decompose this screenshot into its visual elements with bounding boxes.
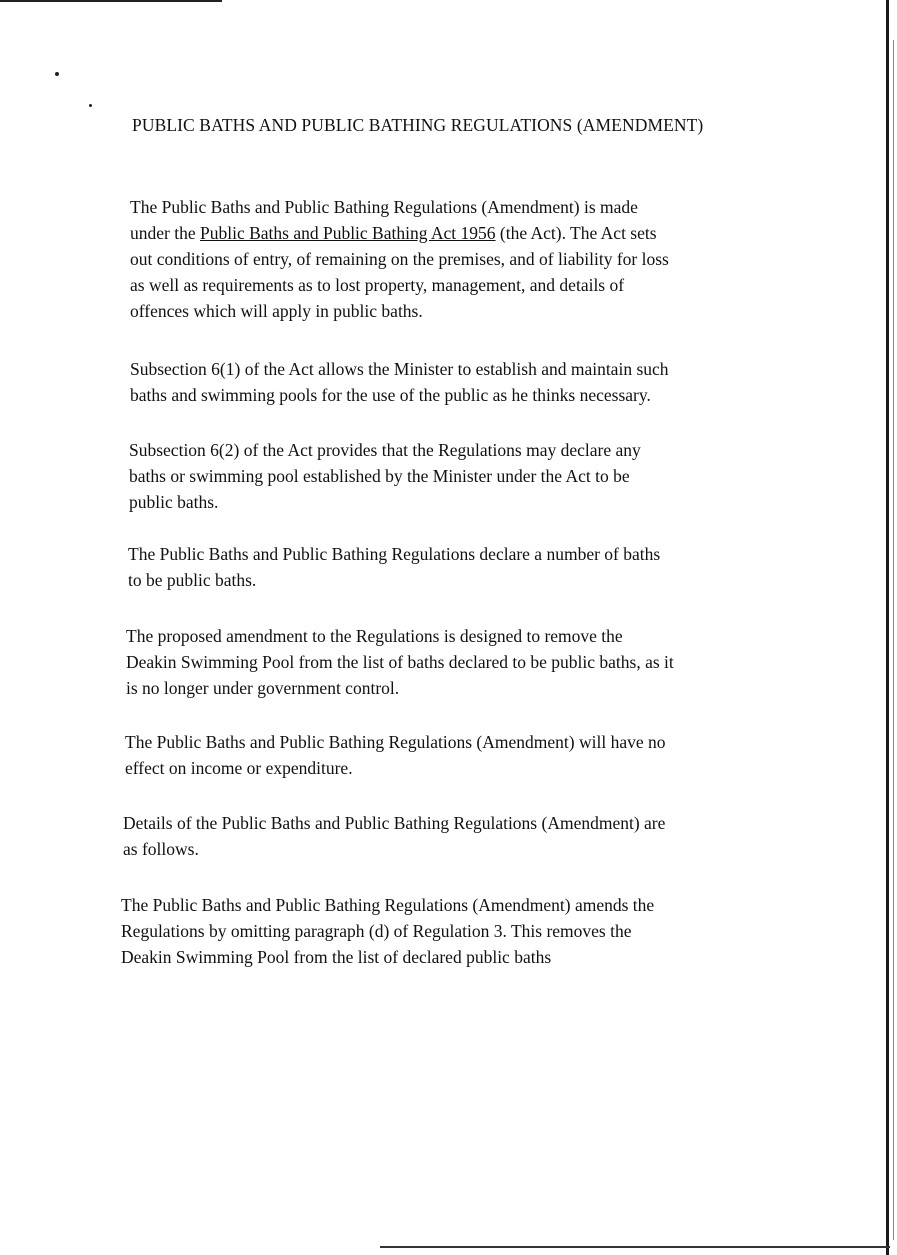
text-line: baths or swimming pool established by the Minister under the Act to be: [129, 466, 630, 486]
scan-edge-top: [0, 0, 222, 2]
paragraph-amendment-effect: [121, 892, 654, 970]
text-line: Subsection 6(1) of the Act allows the Minister to establish and maintain such: [130, 359, 669, 379]
document-title: PUBLIC BATHS AND PUBLIC BATHING REGULATIONS (AMENDMENT): [132, 115, 704, 135]
text-line: to be public baths.: [128, 570, 257, 590]
text-line: The Public Baths and Public Bathing Regulations (Amendment) is made: [130, 197, 638, 217]
text-line: The Public Baths and Public Bathing Regulations (Amendment) amends the: [121, 895, 655, 915]
text-line: as well as requirements as to lost property, management, and details of: [130, 275, 625, 295]
text-line: Subsection 6(2) of the Act provides that the Regulations may declare any: [129, 440, 641, 460]
text-line: as follows.: [123, 839, 199, 859]
text-line: Deakin Swimming Pool from the list of declared public baths: [121, 947, 552, 967]
text-line: [130, 220, 669, 246]
text-line: The Public Baths and Public Bathing Regulations declare a number of baths: [128, 544, 661, 564]
paragraph-subsection-6-1: [130, 356, 669, 408]
paragraph-proposed-amendment: [126, 623, 674, 701]
scan-edge-right: [886, 0, 889, 1255]
text-line: Regulations by omitting paragraph (d) of Regulation 3. This removes the: [121, 921, 632, 941]
scan-speck: [55, 72, 59, 76]
text-line: public baths.: [129, 492, 219, 512]
scan-speck: [89, 104, 92, 107]
text-line: effect on income or expenditure.: [125, 758, 353, 778]
text-segment: under the: [130, 223, 200, 243]
text-line: out conditions of entry, of remaining on the premises, and of liability for loss: [130, 249, 669, 269]
paragraph-subsection-6-2: [129, 437, 641, 515]
paragraph-financial-effect: [125, 729, 665, 781]
text-line: The Public Baths and Public Bathing Regulations (Amendment) will have no: [125, 732, 666, 752]
text-line: baths and swimming pools for the use of the public as he thinks necessary.: [130, 385, 651, 405]
text-segment: (the Act). The Act sets: [495, 223, 657, 243]
text-line: The proposed amendment to the Regulations is designed to remove the: [126, 626, 623, 646]
text-line: Details of the Public Baths and Public Bathing Regulations (Amendment) are: [123, 813, 666, 833]
paragraph-intro: [130, 194, 669, 324]
scan-edge-bottom: [380, 1246, 890, 1248]
text-line: offences which will apply in public baths.: [130, 301, 423, 321]
paragraph-details: [123, 810, 665, 862]
paragraph-declare-baths: [128, 541, 660, 593]
act-name-underlined: Public Baths and Public Bathing Act 1956: [199, 223, 496, 243]
scan-edge-right-inner: [893, 40, 894, 1240]
text-line: is no longer under government control.: [126, 678, 400, 698]
text-line: Deakin Swimming Pool from the list of baths declared to be public baths, as it: [126, 652, 674, 672]
